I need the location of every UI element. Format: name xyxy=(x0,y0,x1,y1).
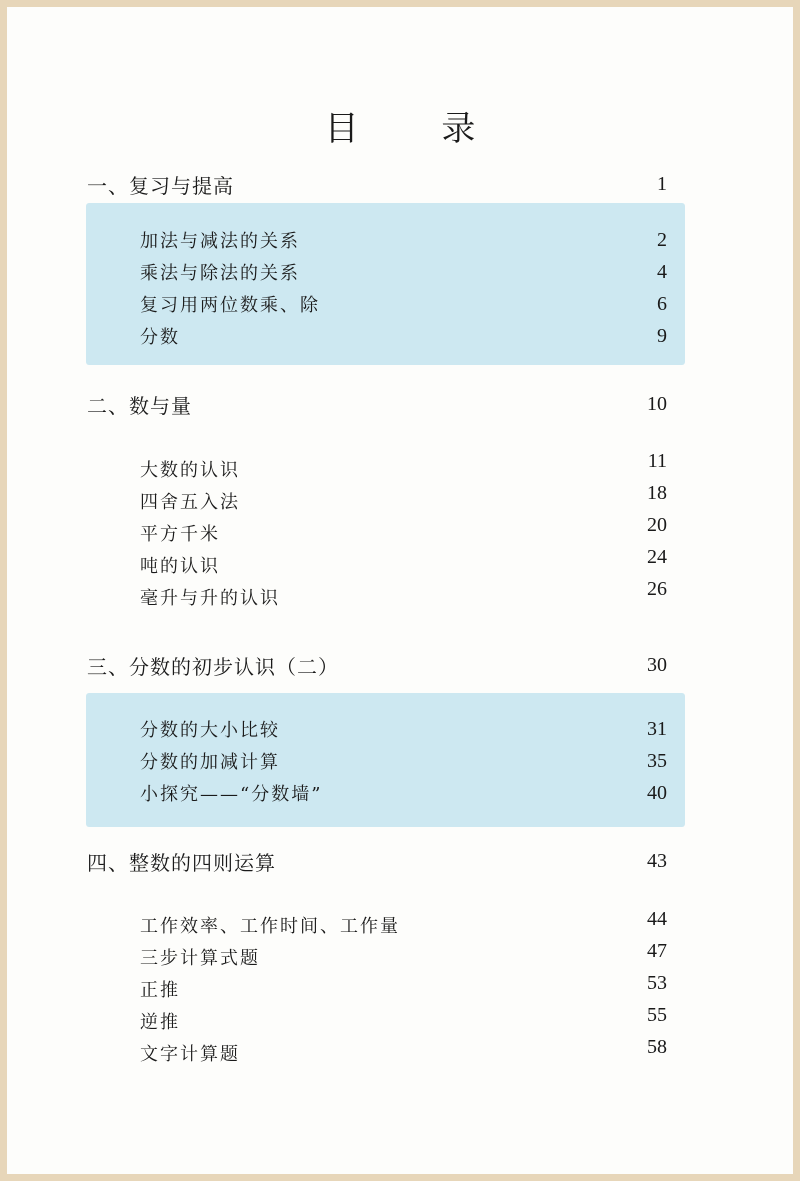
toc-title: 目 录 xyxy=(324,109,512,149)
toc-item[interactable] xyxy=(140,513,667,548)
toc-item-label: 平方千米 xyxy=(140,524,220,545)
toc-item[interactable] xyxy=(140,907,667,940)
toc-item[interactable] xyxy=(140,746,667,776)
toc-item-label: 乘法与除法的关系 xyxy=(140,263,300,284)
toc-item-page: 20 xyxy=(647,513,667,536)
toc-item-page: 2 xyxy=(657,228,667,251)
toc-item[interactable] xyxy=(140,321,667,351)
toc-item[interactable] xyxy=(140,939,667,972)
toc-item[interactable] xyxy=(140,449,667,484)
toc-item-page: 9 xyxy=(657,324,667,347)
chapter-4-row[interactable] xyxy=(87,846,667,876)
chapter-4-title: 四、整数的四则运算 xyxy=(87,850,276,875)
chapter-3-page: 30 xyxy=(647,653,667,676)
toc-item-label: 工作效率、工作时间、工作量 xyxy=(140,916,400,937)
toc-item[interactable] xyxy=(140,1035,667,1068)
toc-item-page: 35 xyxy=(647,749,667,772)
chapter-3-row[interactable] xyxy=(87,650,667,680)
toc-item[interactable] xyxy=(140,778,667,808)
chapter-1-row[interactable] xyxy=(87,169,667,199)
toc-item-label: 毫升与升的认识 xyxy=(140,588,280,609)
toc-item-page: 53 xyxy=(647,971,667,994)
toc-item[interactable] xyxy=(140,1003,667,1036)
toc-item-label: 加法与减法的关系 xyxy=(140,231,300,252)
toc-page xyxy=(7,7,793,1174)
toc-item[interactable] xyxy=(140,577,667,612)
toc-item-label: 文字计算题 xyxy=(140,1044,240,1065)
chapter-3-title: 三、分数的初步认识（二） xyxy=(87,654,339,679)
toc-item-page: 4 xyxy=(657,260,667,283)
toc-item-label: 大数的认识 xyxy=(140,460,240,481)
toc-item-page: 24 xyxy=(647,545,667,568)
chapter-2-title: 二、数与量 xyxy=(87,393,192,418)
toc-item[interactable] xyxy=(140,714,667,744)
toc-item-label: 分数的加减计算 xyxy=(140,752,280,773)
toc-item-label: 正推 xyxy=(140,980,180,1001)
toc-item-label: 逆推 xyxy=(140,1012,180,1033)
chapter-4-page: 43 xyxy=(647,849,667,872)
toc-item-label: 复习用两位数乘、除 xyxy=(140,295,320,316)
chapter-2-row[interactable] xyxy=(87,389,667,419)
toc-item[interactable] xyxy=(140,257,667,287)
toc-item-page: 44 xyxy=(647,907,667,930)
toc-item[interactable] xyxy=(140,481,667,516)
toc-item[interactable] xyxy=(140,971,667,1004)
toc-item-label: 三步计算式题 xyxy=(140,948,260,969)
toc-item-page: 58 xyxy=(647,1035,667,1058)
toc-item[interactable] xyxy=(140,225,667,255)
toc-item-page: 6 xyxy=(657,292,667,315)
toc-item-label: 分数 xyxy=(140,327,180,348)
toc-item-page: 11 xyxy=(647,449,667,472)
toc-item-page: 18 xyxy=(647,481,667,504)
toc-item-label: 分数的大小比较 xyxy=(140,720,280,741)
toc-item-page: 55 xyxy=(647,1003,667,1026)
toc-item-label: 四舍五入法 xyxy=(140,492,240,513)
chapter-1-title: 一、复习与提高 xyxy=(87,173,234,198)
toc-item-page: 47 xyxy=(647,939,667,962)
toc-item-label: 小探究——“分数墙” xyxy=(140,784,323,805)
toc-item-label: 吨的认识 xyxy=(140,556,220,577)
toc-item-page: 31 xyxy=(647,717,667,740)
chapter-1-page: 1 xyxy=(657,172,667,195)
toc-item-page: 40 xyxy=(647,781,667,804)
toc-item[interactable] xyxy=(140,545,667,580)
chapter-2-page: 10 xyxy=(647,392,667,415)
toc-item-page: 26 xyxy=(647,577,667,600)
toc-item[interactable] xyxy=(140,289,667,319)
